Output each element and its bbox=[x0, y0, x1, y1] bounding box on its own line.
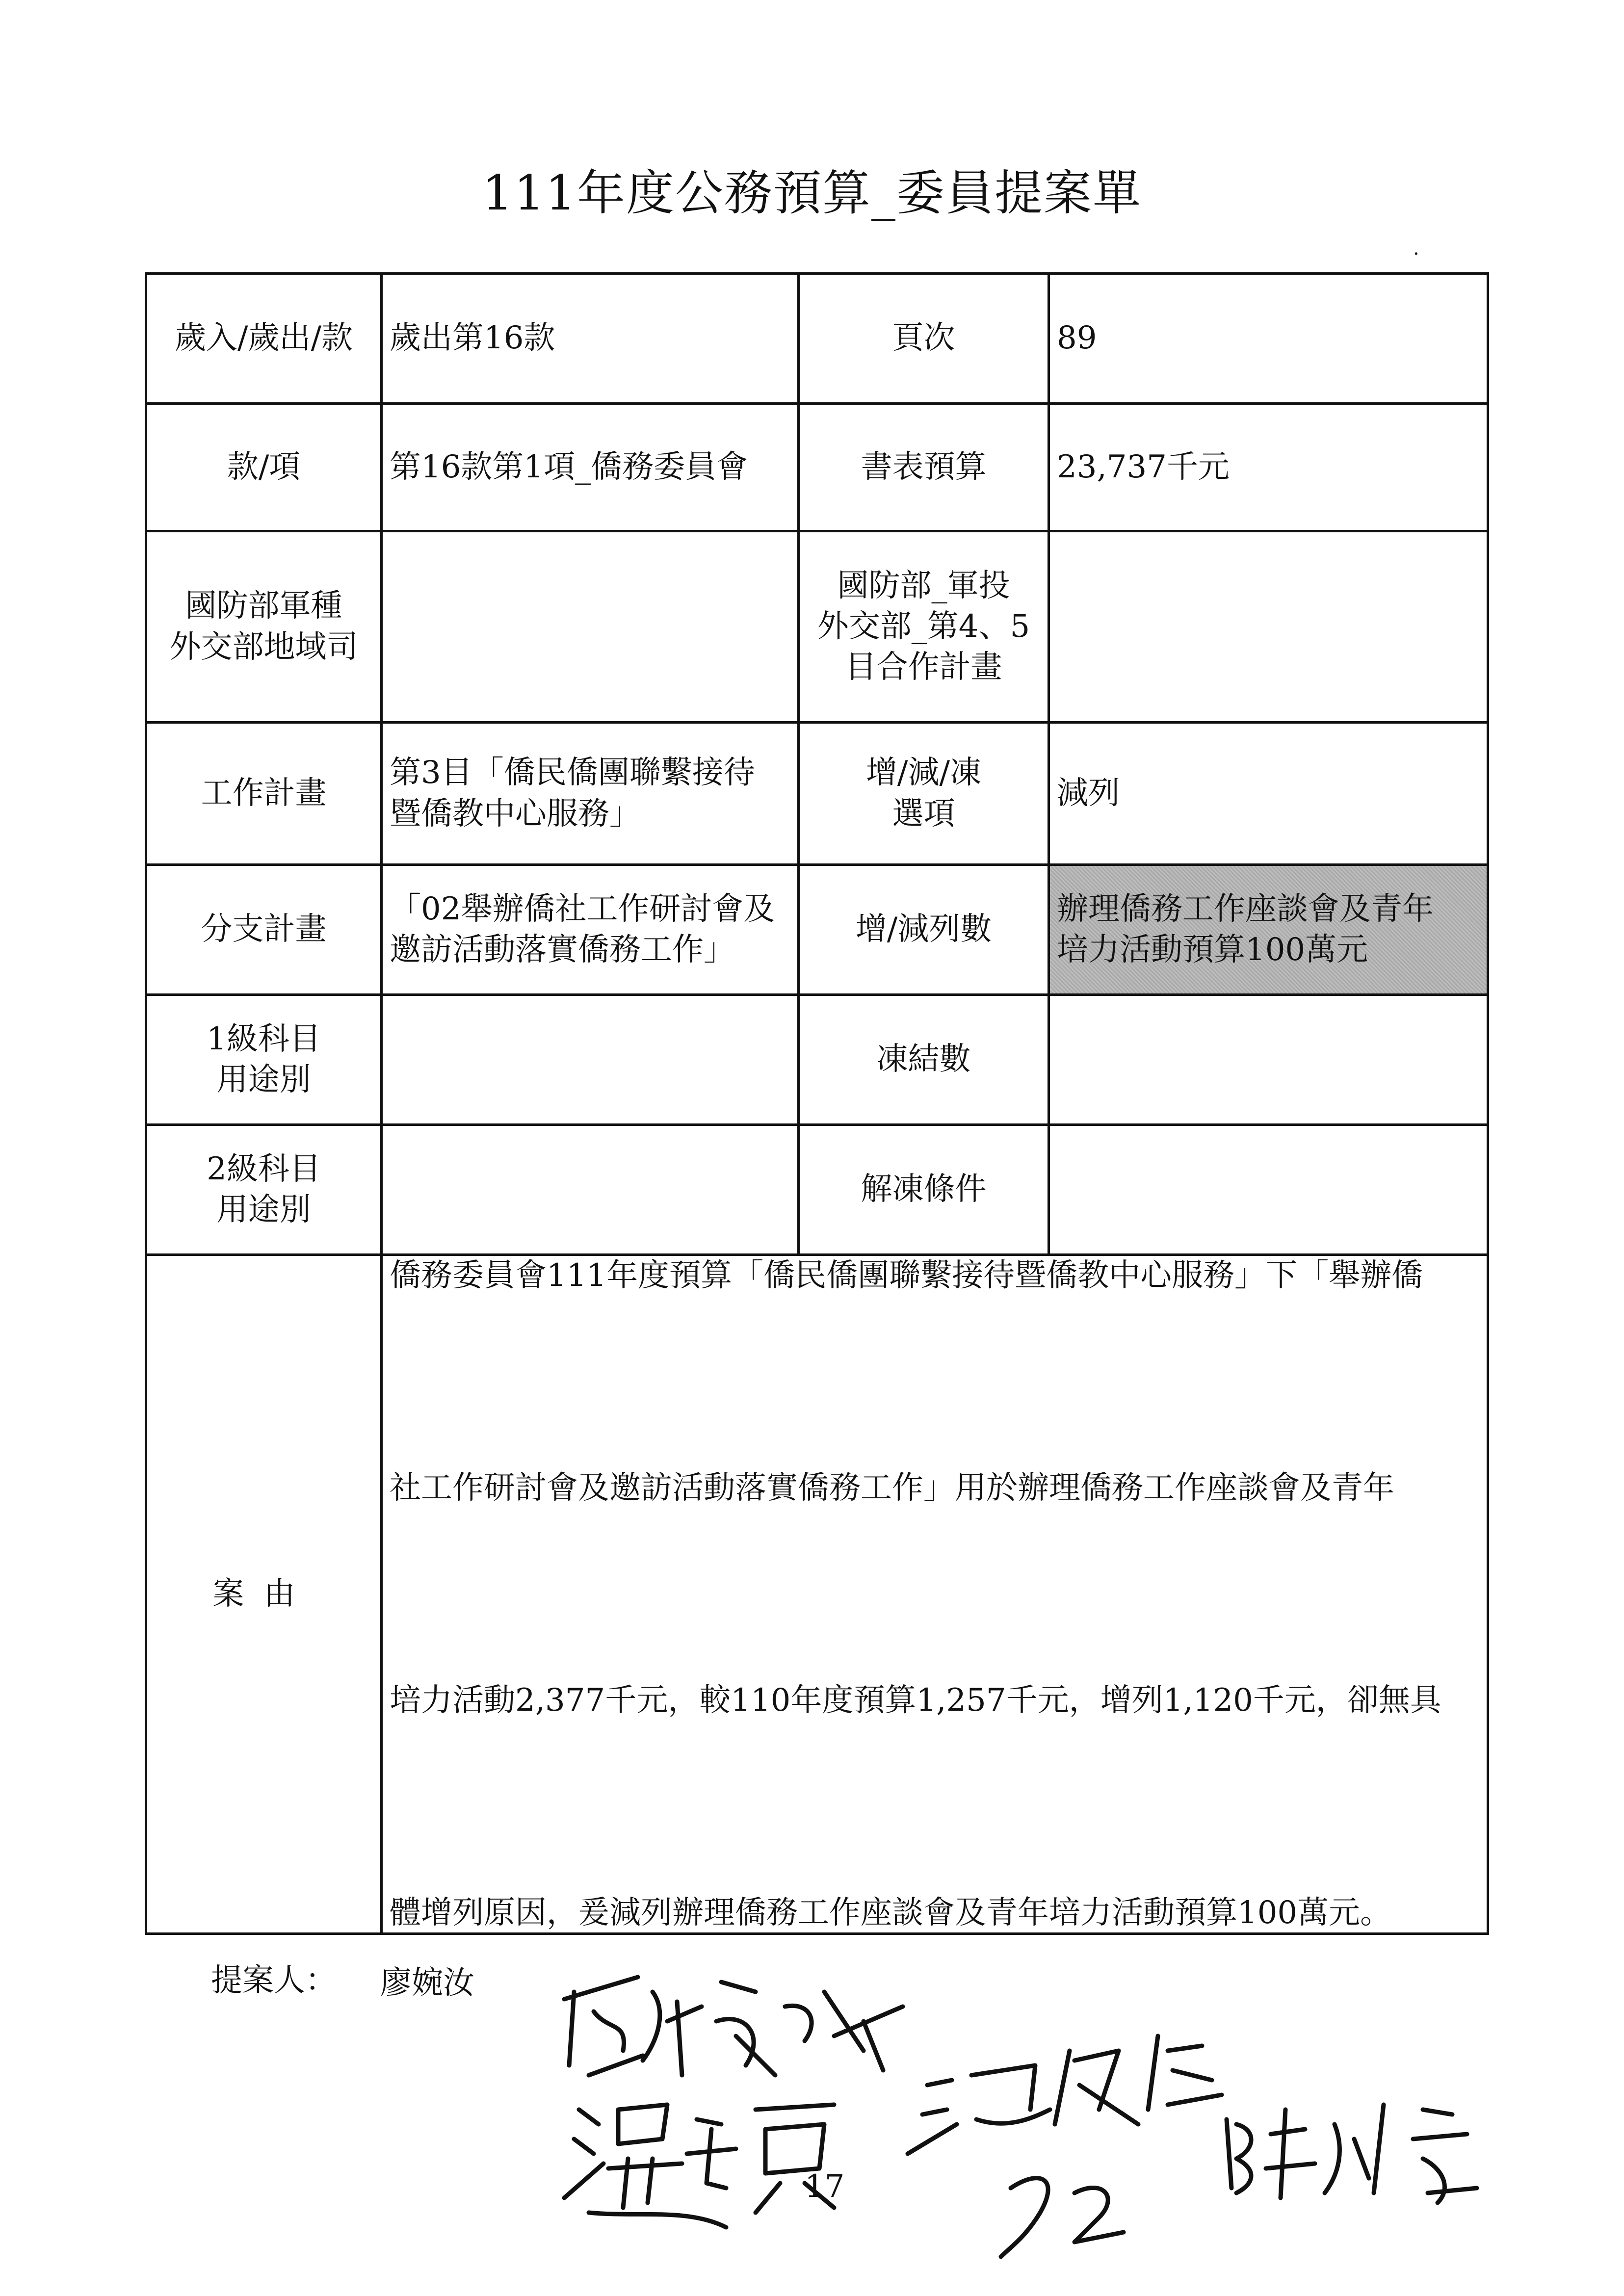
label-defense-plan-line1: 國防部_軍投 bbox=[837, 567, 1010, 604]
reason-line-2: 社工作研討會及邀訪活動落實僑務工作」用於辦理僑務工作座談會及青年 bbox=[390, 1470, 1394, 1506]
page-number: 17 bbox=[805, 2168, 845, 2205]
proposer-label: 提案人： bbox=[211, 1962, 337, 1999]
label-amount: 增/減列數 bbox=[799, 865, 1049, 995]
value-work-plan-line2: 暨僑教中心服務」 bbox=[390, 795, 641, 832]
reason-line-1: 僑務委員會111年度預算「僑民僑團聯繫接待暨僑教中心服務」下「舉辦僑 bbox=[390, 1257, 1423, 1294]
value-option: 減列 bbox=[1049, 723, 1488, 865]
proposer-name: 廖婉汝 bbox=[380, 1965, 474, 2001]
signature-3 bbox=[908, 2036, 1222, 2154]
label-section: 歲入/歲出/款 bbox=[146, 274, 382, 404]
label-budget: 書表預算 bbox=[799, 404, 1049, 531]
value-branch-plan-line2: 邀訪活動落實僑務工作」 bbox=[390, 932, 735, 968]
value-item: 第16款第1項_僑務委員會 bbox=[382, 404, 799, 531]
label-defense-line1: 國防部軍種 bbox=[185, 588, 342, 625]
signature-4 bbox=[1227, 2105, 1477, 2203]
label-defense-line2: 外交部地域司 bbox=[169, 628, 358, 665]
label-defense-plan-line2: 外交部_第4、5 bbox=[817, 608, 1030, 645]
stray-mark: · bbox=[1413, 243, 1419, 265]
label-option-line2: 選項 bbox=[892, 795, 955, 832]
value-branch-plan-line1: 「02舉辦僑社工作研討會及 bbox=[390, 890, 775, 927]
label-reason: 案由 bbox=[146, 1255, 382, 1934]
signature-2 bbox=[564, 2105, 834, 2227]
label-branch-plan: 分支計畫 bbox=[146, 865, 382, 995]
label-level1-line1: 1級科目 bbox=[207, 1020, 321, 1057]
label-item: 款/項 bbox=[146, 404, 382, 531]
label-unfreeze: 解凍條件 bbox=[799, 1125, 1049, 1255]
label-page: 頁次 bbox=[799, 274, 1049, 404]
value-amount-line1: 辦理僑務工作座談會及青年 bbox=[1057, 890, 1434, 927]
label-level2-line1: 2級科目 bbox=[207, 1150, 321, 1187]
reason-line-4: 體增列原因，爰減列辦理僑務工作座談會及青年培力活動預算100萬元。 bbox=[390, 1895, 1392, 1931]
label-work-plan: 工作計畫 bbox=[146, 723, 382, 865]
document-title: 111年度公務預算_委員提案單 bbox=[482, 165, 1142, 221]
label-level2-line2: 用途別 bbox=[216, 1192, 311, 1228]
signature-1 bbox=[564, 1977, 903, 2075]
label-frozen: 凍結數 bbox=[799, 995, 1049, 1125]
value-budget: 23,737千元 bbox=[1049, 404, 1488, 531]
value-page: 89 bbox=[1049, 274, 1488, 404]
value-section: 歲出第16款 bbox=[382, 274, 799, 404]
value-amount-line2: 培力活動預算100萬元 bbox=[1057, 932, 1368, 968]
signature-number bbox=[1001, 2178, 1124, 2257]
label-defense-plan-line3: 目合作計畫 bbox=[845, 649, 1002, 686]
label-option-line1: 增/減/凍 bbox=[865, 755, 982, 791]
value-work-plan-line1: 第3目「僑民僑團聯繫接待 bbox=[390, 755, 755, 791]
label-level1-line2: 用途別 bbox=[216, 1062, 311, 1098]
reason-line-3: 培力活動2,377千元，較110年度預算1,257千元，增列1,120千元，卻無具 bbox=[390, 1682, 1441, 1719]
